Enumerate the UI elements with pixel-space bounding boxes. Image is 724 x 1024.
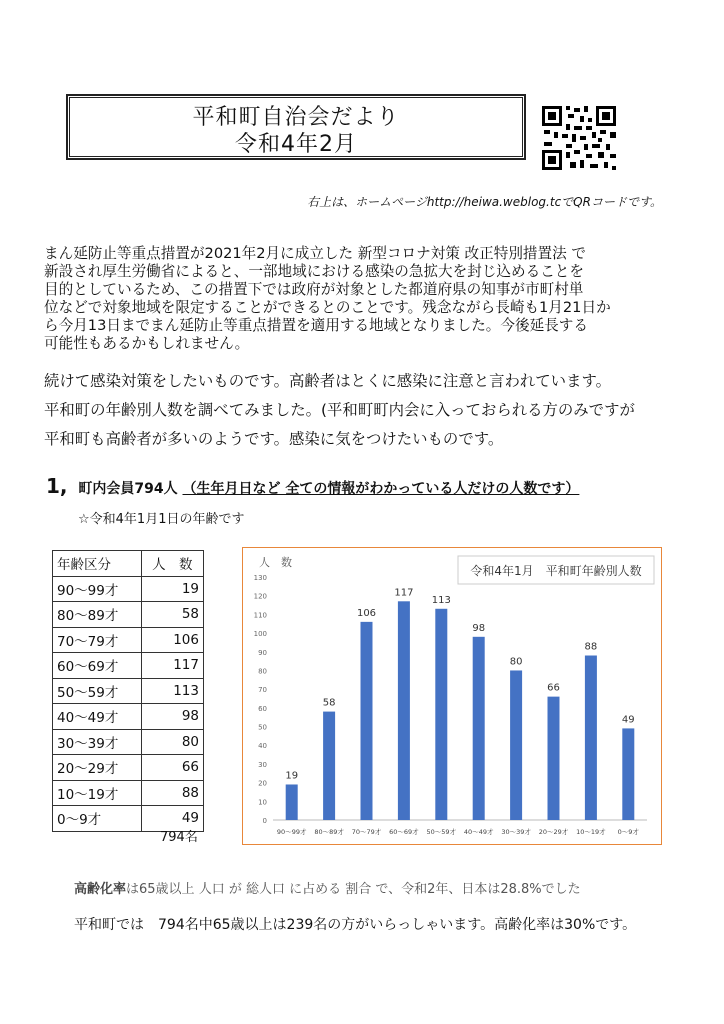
y-tick-label: 90 xyxy=(258,648,267,657)
y-tick-label: 20 xyxy=(258,779,267,788)
y-tick-label: 100 xyxy=(253,630,267,639)
chart-title: 令和4年1月 平和町年齢別人数 xyxy=(470,564,642,578)
x-tick-label: 0～9才 xyxy=(617,828,639,836)
bar xyxy=(361,622,373,820)
intro-line: 可能性もあるかもしれません。 xyxy=(44,335,250,352)
intro-line: ら今月13日までまん延防止等重点措置を適用する地域となりました。今後延長する xyxy=(44,317,588,334)
page-title: 平和町自治会だより xyxy=(192,105,400,130)
table-row xyxy=(53,653,204,679)
intro-line: 新設され厚生労働省によると、一部地域における感染の急拡大を封じ込めることを xyxy=(44,263,584,280)
y-tick-label: 80 xyxy=(258,667,267,676)
y-tick-label: 70 xyxy=(258,686,267,695)
bar xyxy=(622,728,634,820)
y-tick-label: 40 xyxy=(258,742,267,751)
bar xyxy=(548,697,560,820)
age-cell: 40～49才 xyxy=(53,704,142,730)
age-date-note: ☆令和4年1月1日の年齢です xyxy=(78,512,245,527)
count-cell: 117 xyxy=(141,653,203,679)
y-tick-label: 50 xyxy=(258,723,267,732)
x-tick-label: 10～19才 xyxy=(576,828,606,836)
paragraph-2: 続けて感染対策をしたいものです。高齢者はとくに感染に注意と言われています。 xyxy=(44,372,611,390)
intro-paragraph xyxy=(44,245,684,353)
x-tick-label: 50～59才 xyxy=(426,828,457,836)
y-tick-label: 30 xyxy=(258,760,267,769)
data-label: 113 xyxy=(431,594,451,606)
bar xyxy=(435,609,447,820)
y-tick-label: 130 xyxy=(253,574,267,582)
table-total: 794名 xyxy=(160,830,198,845)
y-tick-label: 10 xyxy=(258,798,267,807)
count-cell: 88 xyxy=(141,780,203,806)
bar xyxy=(286,784,298,820)
bar xyxy=(510,670,522,820)
bar xyxy=(323,712,335,820)
bar xyxy=(473,637,485,820)
table-header-row xyxy=(53,551,204,577)
data-label: 88 xyxy=(584,641,598,653)
age-cell: 70～79才 xyxy=(53,627,142,653)
x-tick-label: 30～39才 xyxy=(501,828,531,836)
y-tick-label: 0 xyxy=(262,817,267,825)
count-cell: 58 xyxy=(141,602,203,628)
aging-rate-note xyxy=(74,878,581,897)
age-cell: 80～89才 xyxy=(53,602,142,628)
y-axis-label: 人 数 xyxy=(259,556,292,569)
paragraph-4: 平和町も高齢者が多いのようです。感染に気をつけたいものです。 xyxy=(44,430,504,448)
age-bar-chart xyxy=(242,547,662,845)
intro-line: 目的としているため、この措置下では政府が対象とした都道府県の知事が市町村単 xyxy=(44,281,584,298)
intro-line: 位などで対象地域を限定することができるとのことです。残念ながら長崎も1月21日か xyxy=(44,299,611,316)
aging-rate-text: は65歳以上 人口 が 総人口 に占める 割合 で、令和2年、日本は28.8%でした xyxy=(126,882,581,897)
count-cell: 49 xyxy=(141,806,203,832)
heiwa-aging-summary: 平和町では 794名中65歳以上は239名の方がいらっしゃいます。高齢化率は30%です。 xyxy=(74,917,637,933)
age-cell: 20～29才 xyxy=(53,755,142,781)
x-tick-label: 40～49才 xyxy=(463,828,494,836)
age-cell: 50～59才 xyxy=(53,678,142,704)
y-tick-label: 110 xyxy=(253,611,267,620)
y-tick-label: 60 xyxy=(258,704,267,713)
page-date: 令和4年2月 xyxy=(235,132,357,157)
age-cell: 10～19才 xyxy=(53,780,142,806)
table-row xyxy=(53,755,204,781)
data-label: 106 xyxy=(356,607,377,619)
section-note: （生年月日など 全ての情報がわかっている人だけの人数です） xyxy=(182,481,580,497)
data-label: 66 xyxy=(547,682,560,694)
col-age-header: 年齢区分 xyxy=(53,551,142,577)
table-row xyxy=(53,627,204,653)
x-tick-label: 80～89才 xyxy=(314,828,344,836)
section-number: 1, xyxy=(46,474,68,498)
table-row xyxy=(53,780,204,806)
data-label: 98 xyxy=(472,622,486,634)
age-cell: 0～9才 xyxy=(53,806,142,832)
age-cell: 30～39才 xyxy=(53,729,142,755)
x-tick-label: 20～29才 xyxy=(538,828,569,836)
age-cell: 90～99才 xyxy=(53,576,142,602)
data-label: 49 xyxy=(621,714,635,726)
qr-note: 右上は、ホームページhttp://heiwa.weblog.tcでQRコードです。 xyxy=(307,195,662,209)
count-cell: 19 xyxy=(141,576,203,602)
table-row xyxy=(53,602,204,628)
data-label: 80 xyxy=(509,656,523,668)
data-label: 19 xyxy=(285,770,299,782)
qr-code-icon[interactable] xyxy=(540,104,620,174)
section-title: 町内会員794人 xyxy=(78,481,178,497)
section-heading xyxy=(46,474,579,498)
bar xyxy=(585,656,597,820)
age-cell: 60～69才 xyxy=(53,653,142,679)
chart-svg xyxy=(243,548,661,844)
bar xyxy=(398,601,410,820)
table-row xyxy=(53,678,204,704)
x-tick-label: 60～69才 xyxy=(389,828,419,836)
table-row xyxy=(53,704,204,730)
count-cell: 98 xyxy=(141,704,203,730)
x-tick-label: 90～99才 xyxy=(276,828,307,836)
data-label: 117 xyxy=(394,587,414,599)
count-cell: 80 xyxy=(141,729,203,755)
col-count-header: 人 数 xyxy=(141,551,203,577)
table-row xyxy=(53,576,204,602)
count-cell: 66 xyxy=(141,755,203,781)
count-cell: 113 xyxy=(141,678,203,704)
title-box xyxy=(66,94,526,160)
y-tick-label: 120 xyxy=(253,592,267,601)
age-table xyxy=(52,550,204,832)
x-tick-label: 70～79才 xyxy=(351,828,382,836)
aging-rate-term: 高齢化率 xyxy=(74,882,127,897)
paragraph-3: 平和町の年齢別人数を調べてみました。(平和町町内会に入っておられる方のみですが xyxy=(44,401,635,419)
data-label: 58 xyxy=(322,697,336,709)
count-cell: 106 xyxy=(141,627,203,653)
intro-line: まん延防止等重点措置が2021年2月に成立した 新型コロナ対策 改正特別措置法 で xyxy=(44,245,586,262)
table-row xyxy=(53,729,204,755)
